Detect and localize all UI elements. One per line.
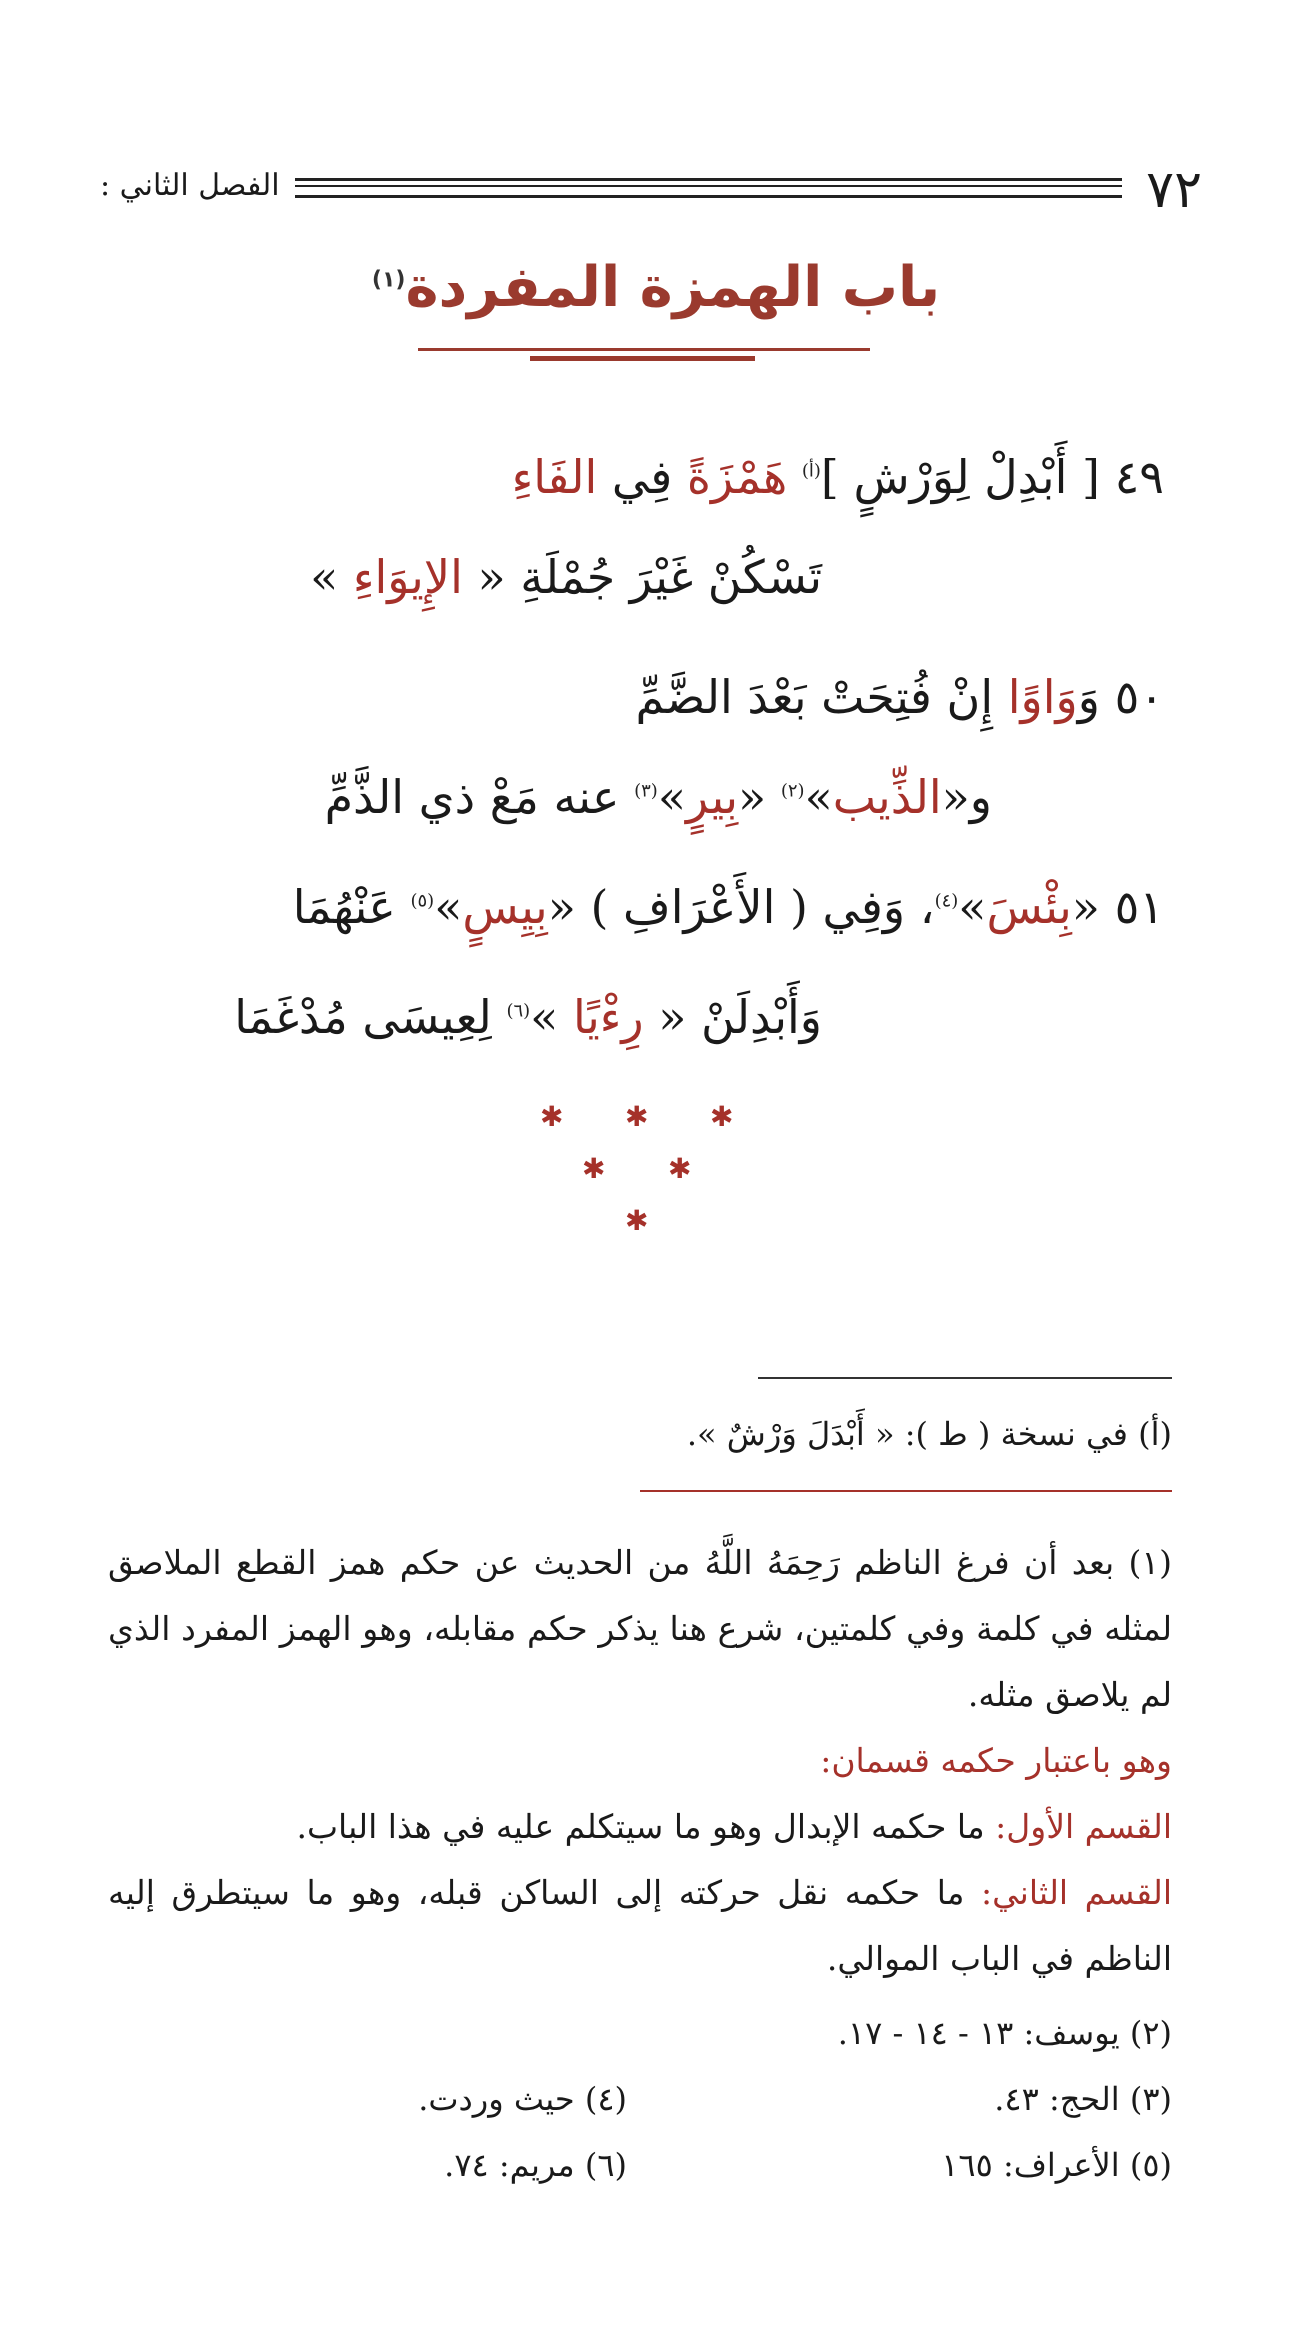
- star-icon: ✱: [582, 1152, 606, 1185]
- verse-text: لِعِيسَى مُدْغَمَا: [234, 990, 492, 1044]
- title-underline-ornament: [530, 356, 755, 361]
- verse-49-first-hemistich: [512, 450, 1164, 504]
- keyword: بِيِسٍ: [462, 880, 548, 934]
- footnotes-list: [140, 2000, 1172, 2198]
- verse-text: »: [958, 880, 987, 934]
- footnote-mark: (٢): [780, 780, 805, 802]
- footnote-mark: (٣): [634, 780, 658, 802]
- footnote-1: [108, 1530, 1172, 1992]
- verse-text: [ أَبْدِلْ لِوَرْشٍ ]: [820, 450, 1100, 504]
- footnote-6: (٦) مريم: ٧٤.: [444, 2146, 627, 2184]
- stars-ornament: [520, 1100, 760, 1260]
- footnote-3: (٣) الحج: ٤٣.: [994, 2080, 1172, 2118]
- keyword: الفَاءِ: [511, 450, 598, 504]
- verse-50-second-hemistich: [325, 770, 992, 824]
- verse-text: عنه مَعْ ذي الذَّمِّ: [324, 770, 620, 824]
- verse-number: ٥٠: [1114, 670, 1164, 724]
- section-title-text: باب الهمزة المفردة: [405, 255, 941, 320]
- verse-51-second-hemistich: [234, 990, 822, 1044]
- verse-text: عَنْهُمَا: [292, 880, 396, 934]
- star-icon: ✱: [668, 1152, 692, 1185]
- verse-text: فِي: [611, 450, 673, 504]
- verse-text: «: [738, 770, 767, 824]
- verse-text: «: [1071, 880, 1100, 934]
- footnote-1-intro: وهو باعتبار حكمه قسمان:: [820, 1741, 1172, 1780]
- verse-text: »: [530, 990, 559, 1044]
- verse-text: »: [657, 770, 686, 824]
- page-header: [100, 160, 1202, 220]
- verse-51-first-hemistich: [293, 880, 1164, 934]
- verse-text: و«: [941, 770, 992, 824]
- verse-text: وَ: [1077, 670, 1100, 724]
- footnote-row: [140, 2066, 1172, 2132]
- header-rule-inner: [295, 185, 1122, 187]
- footnote-a-separator: [640, 1490, 1172, 1492]
- verse-text: »: [310, 550, 339, 604]
- verse-text: »: [434, 880, 463, 934]
- footnote-row: [140, 2000, 1172, 2066]
- footnote-row: [140, 2132, 1172, 2198]
- title-footnote-mark: (١): [371, 267, 406, 293]
- footnote-4: (٤) حيث وردت.: [418, 2080, 627, 2118]
- keyword: بِيرٍ: [685, 770, 739, 824]
- footnote-1-part1: [108, 1794, 1172, 1860]
- footnote-mark: (٦): [506, 1000, 531, 1022]
- verse-number: ٥١: [1114, 880, 1164, 934]
- keyword: بِئْسَ: [986, 880, 1072, 934]
- keyword: وَاوًا: [1007, 670, 1078, 724]
- verse-text: تَسْكُنْ غَيْرَ جُمْلَةِ «: [477, 550, 822, 604]
- footnote-separator: [758, 1377, 1172, 1379]
- page-number: ٧٢: [1146, 160, 1202, 220]
- footnote-2: (٢) يوسف: ١٣ - ١٤ - ١٧.: [837, 2014, 1172, 2052]
- chapter-title: الفصل الثاني :: [100, 168, 280, 203]
- star-icon: ✱: [625, 1100, 649, 1133]
- star-icon: ✱: [540, 1100, 564, 1133]
- keyword: هَمْزَةً: [686, 450, 788, 504]
- part2-label: القسم الثاني:: [981, 1873, 1172, 1912]
- verse-number: ٤٩: [1114, 450, 1164, 504]
- part1-label: القسم الأول:: [995, 1807, 1172, 1846]
- part1-text: ما حكمه الإبدال وهو ما سيتكلم عليه في هذا الباب.: [296, 1807, 996, 1846]
- verse-text: »: [804, 770, 833, 824]
- title-underline: [418, 348, 870, 351]
- part2-text: ما حكمه نقل حركته إلى الساكن قبله، وهو ما سيتطرق إليه الناظم في الباب الموالي.: [108, 1873, 1172, 1978]
- footnote-a: (أ) في نسخة ( ط ): « أَبْدَلَ وَرْشٌ ».: [686, 1415, 1172, 1453]
- footnote-mark: (٤): [934, 890, 959, 912]
- footnote-1-part2: [108, 1860, 1172, 1992]
- keyword: الإِيوَاءِ: [352, 550, 463, 604]
- footnote-5: (٥) الأعراف: ١٦٥: [941, 2146, 1172, 2184]
- header-rule: [295, 178, 1122, 198]
- section-title: [0, 255, 1312, 320]
- footnote-mark: (أ): [801, 460, 821, 482]
- footnote-1-paragraph: (١) بعد أن فرغ الناظم رَحِمَهُ اللَّهُ من الحديث عن حكم همز القطع الملاصق لمثله في كلمة وفي كلمتين، شرع هنا يذكر حكم مقابله، وهو الهمز المفرد الذي لم يلاصق مثله.: [108, 1543, 1172, 1714]
- keyword: الذِّيب: [832, 770, 942, 824]
- verse-50-first-hemistich: [636, 670, 1165, 724]
- verse-text: إِنْ فُتِحَتْ بَعْدَ الضَّمِّ: [635, 670, 994, 724]
- verse-49-second-hemistich: [310, 550, 822, 604]
- verse-text: وَأَبْدِلَنْ «: [658, 990, 822, 1044]
- star-icon: ✱: [625, 1204, 649, 1237]
- verse-text: ، وَفِي ( الأَعْرَافِ ) «: [547, 880, 935, 934]
- footnote-mark: (٥): [410, 890, 435, 912]
- star-icon: ✱: [710, 1100, 734, 1133]
- keyword: رِءْيًا: [572, 990, 644, 1044]
